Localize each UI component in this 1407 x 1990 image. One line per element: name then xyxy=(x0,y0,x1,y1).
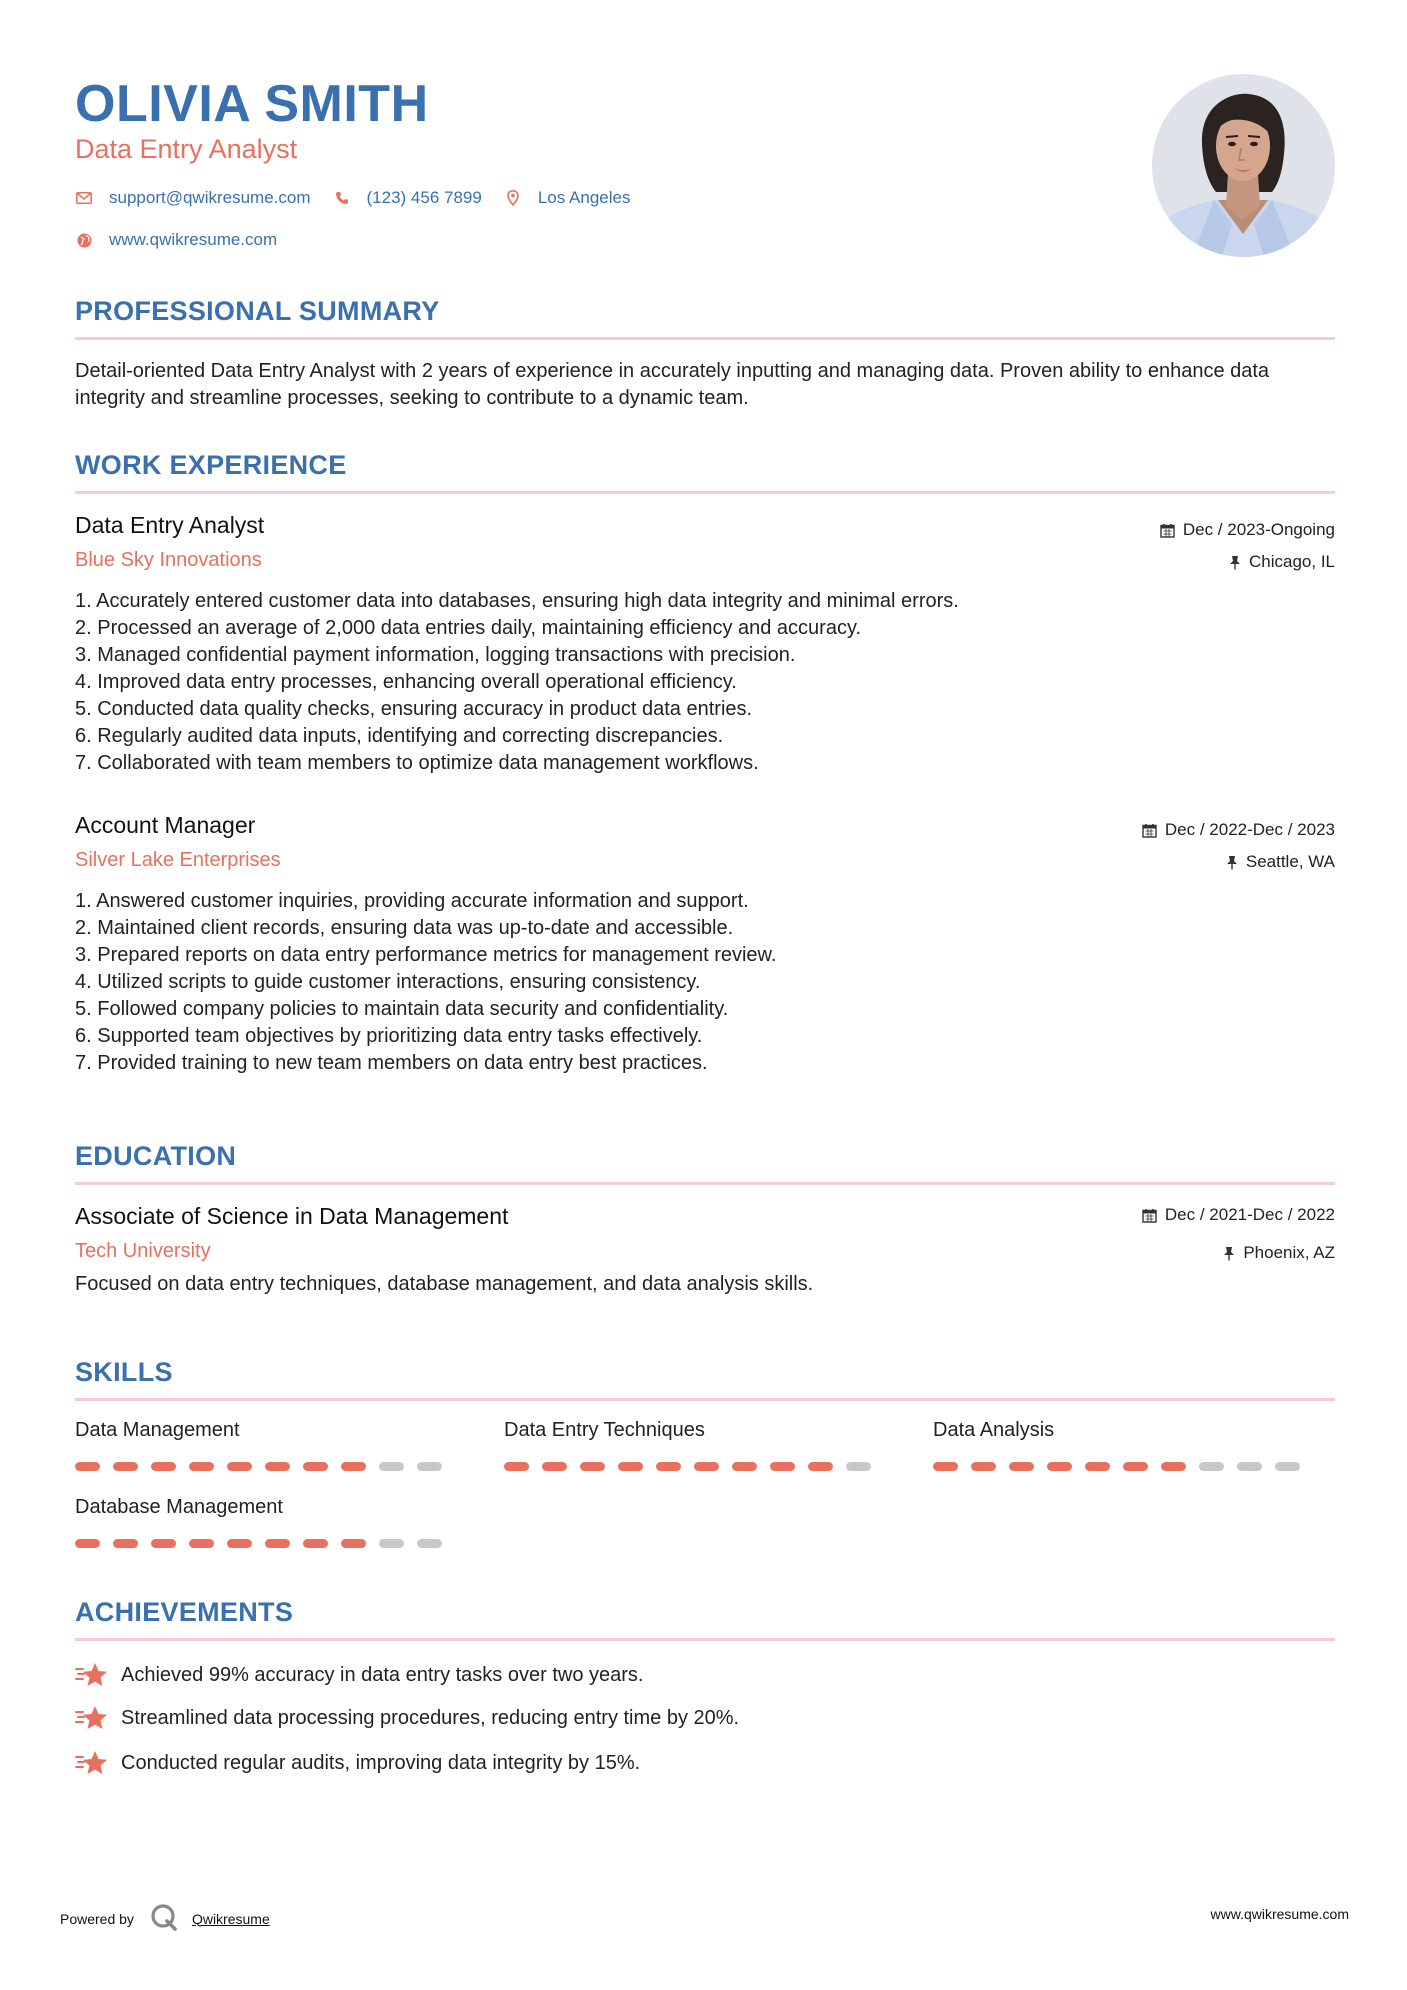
candidate-role: Data Entry Analyst xyxy=(75,134,298,164)
contact-row xyxy=(75,188,652,208)
achievement-item xyxy=(75,1748,640,1778)
skill-level xyxy=(504,1462,884,1471)
skill-dash-filled xyxy=(113,1539,138,1548)
summary-text: Detail-oriented Data Entry Analyst with 2 years of experience in accurately inputting and managing data. Proven ability to enhance data integrity and streamline processes, seeking to contribute to a dynamic team. xyxy=(75,360,1270,409)
contact-row-website xyxy=(75,230,299,250)
skill-dash-empty xyxy=(1199,1462,1224,1471)
qwikresume-link[interactable]: Qwikresume xyxy=(191,1910,270,1927)
skill-dash-filled xyxy=(971,1462,996,1471)
skill-dash-filled xyxy=(265,1462,290,1471)
powered-by-text: Powered by xyxy=(60,1910,134,1927)
job-location xyxy=(1226,852,1335,872)
job-bullets xyxy=(75,588,1335,777)
achievement-text: Achieved 99% accuracy in data entry tasks over two years. xyxy=(121,1663,644,1686)
footer-powered-by xyxy=(60,1903,270,1934)
experience-section xyxy=(75,450,1335,494)
section-divider xyxy=(75,1398,1335,1401)
list-item: 3. Managed confidential payment information, logging transactions with precision. xyxy=(75,644,796,666)
skill-item xyxy=(75,1496,455,1548)
qwikresume-logo-icon xyxy=(150,1903,178,1934)
skill-dash-filled xyxy=(770,1462,795,1471)
website-text[interactable]: www.qwikresume.com xyxy=(109,230,278,249)
section-title: ACHIEVEMENTS xyxy=(75,1597,294,1627)
skill-dash-filled xyxy=(75,1462,100,1471)
skill-dash-filled xyxy=(580,1462,605,1471)
skill-dash-filled xyxy=(341,1539,366,1548)
skill-dash-empty xyxy=(379,1462,404,1471)
list-item: 6. Supported team objectives by prioritizing data entry tasks effectively. xyxy=(75,1025,703,1047)
skill-dash-filled xyxy=(504,1462,529,1471)
education-section xyxy=(75,1141,1335,1185)
job-title: Account Manager xyxy=(75,812,256,838)
skill-dash-filled xyxy=(303,1462,328,1471)
star-icon xyxy=(75,1660,109,1690)
summary-section xyxy=(75,296,1335,412)
skill-name: Data Management xyxy=(75,1419,240,1441)
skill-dash-filled xyxy=(1047,1462,1072,1471)
education-dates xyxy=(1142,1205,1335,1225)
skill-dash-filled xyxy=(227,1539,252,1548)
pushpin-icon xyxy=(1223,1246,1235,1261)
skill-dash-filled xyxy=(303,1539,328,1548)
location-text: Los Angeles xyxy=(537,188,631,207)
section-divider xyxy=(75,1182,1335,1185)
achievement-item xyxy=(75,1660,643,1690)
education-dates-text: Dec / 2021-Dec / 2022 xyxy=(1164,1205,1335,1224)
list-item: 6. Regularly audited data inputs, identifying and correcting discrepancies. xyxy=(75,725,724,747)
skill-dash-filled xyxy=(189,1462,214,1471)
list-item: 3. Prepared reports on data entry performance metrics for management review. xyxy=(75,944,777,966)
contact-website[interactable] xyxy=(75,230,277,250)
skill-dash-filled xyxy=(227,1462,252,1471)
map-pin-icon xyxy=(504,189,522,207)
skill-item xyxy=(933,1419,1313,1471)
skill-name: Database Management xyxy=(75,1496,283,1518)
skill-dash-filled xyxy=(1123,1462,1148,1471)
degree-title: Associate of Science in Data Management xyxy=(75,1203,509,1229)
job-dates-text: Dec / 2022-Dec / 2023 xyxy=(1164,820,1335,839)
envelope-icon xyxy=(75,189,93,207)
job-bullets xyxy=(75,888,1335,1077)
achievement-text: Conducted regular audits, improving data integrity by 15%. xyxy=(121,1751,641,1774)
skill-dash-filled xyxy=(808,1462,833,1471)
job-title: Data Entry Analyst xyxy=(75,512,265,538)
education-location xyxy=(1223,1243,1335,1263)
skill-dash-filled xyxy=(265,1539,290,1548)
phone-icon xyxy=(333,189,351,207)
skill-item xyxy=(75,1419,455,1471)
pushpin-icon xyxy=(1229,555,1241,570)
job-location-text: Seattle, WA xyxy=(1245,852,1335,871)
skill-dash-filled xyxy=(618,1462,643,1471)
education-location-text: Phoenix, AZ xyxy=(1243,1243,1335,1262)
skill-dash-filled xyxy=(656,1462,681,1471)
skill-name: Data Entry Techniques xyxy=(504,1419,705,1441)
list-item: 1. Accurately entered customer data into databases, ensuring high data integrity and minimal errors. xyxy=(75,590,959,612)
skill-dash-filled xyxy=(189,1539,214,1548)
skill-dash-filled xyxy=(694,1462,719,1471)
skill-level xyxy=(933,1462,1313,1471)
skill-dash-filled xyxy=(1009,1462,1034,1471)
job-location xyxy=(1229,552,1335,572)
skill-dash-filled xyxy=(75,1539,100,1548)
section-title: WORK EXPERIENCE xyxy=(75,450,347,480)
star-icon xyxy=(75,1703,109,1733)
skill-dash-filled xyxy=(1161,1462,1186,1471)
skill-dash-filled xyxy=(341,1462,366,1471)
globe-icon xyxy=(75,231,93,249)
skills-section xyxy=(75,1357,1335,1401)
list-item: 4. Improved data entry processes, enhancing overall operational efficiency. xyxy=(75,671,737,693)
job-entry xyxy=(75,512,1335,777)
section-divider xyxy=(75,491,1335,494)
contact-email[interactable] xyxy=(75,188,311,208)
section-divider xyxy=(75,1638,1335,1641)
contact-phone[interactable] xyxy=(333,188,482,208)
candidate-name: OLIVIA SMITH xyxy=(75,75,429,133)
section-title: SKILLS xyxy=(75,1357,173,1387)
school-name: Tech University xyxy=(75,1240,211,1262)
skill-dash-empty xyxy=(1275,1462,1300,1471)
skill-dash-filled xyxy=(732,1462,757,1471)
achievement-text: Streamlined data processing procedures, reducing entry time by 20%. xyxy=(121,1706,740,1729)
skill-dash-empty xyxy=(379,1539,404,1548)
skill-dash-filled xyxy=(151,1539,176,1548)
achievements-section xyxy=(75,1597,1335,1641)
portrait-image xyxy=(1152,74,1335,257)
calendar-icon xyxy=(1160,523,1175,538)
list-item: 7. Provided training to new team members on data entry best practices. xyxy=(75,1052,708,1074)
skill-level xyxy=(75,1462,455,1471)
skill-item xyxy=(504,1419,884,1471)
footer-website-link[interactable]: www.qwikresume.com xyxy=(1210,1906,1349,1922)
achievement-item xyxy=(75,1703,739,1733)
phone-text[interactable]: (123) 456 7899 xyxy=(366,188,482,207)
skill-dash-empty xyxy=(846,1462,871,1471)
skill-dash-filled xyxy=(933,1462,958,1471)
skill-dash-filled xyxy=(542,1462,567,1471)
resume-header xyxy=(75,0,1335,270)
profile-photo xyxy=(1152,74,1335,257)
job-entry xyxy=(75,812,1335,1077)
skill-dash-filled xyxy=(1085,1462,1110,1471)
job-dates xyxy=(1142,820,1335,840)
skill-dash-filled xyxy=(151,1462,176,1471)
list-item: 4. Utilized scripts to guide customer interactions, ensuring consistency. xyxy=(75,971,701,993)
job-company: Blue Sky Innovations xyxy=(75,549,262,571)
email-text[interactable]: support@qwikresume.com xyxy=(109,188,311,207)
star-icon xyxy=(75,1748,109,1778)
list-item: 7. Collaborated with team members to optimize data management workflows. xyxy=(75,752,759,774)
skill-level xyxy=(75,1539,455,1548)
job-dates-text: Dec / 2023-Ongoing xyxy=(1182,520,1335,539)
skill-dash-empty xyxy=(417,1539,442,1548)
skill-dash-filled xyxy=(113,1462,138,1471)
list-item: 5. Followed company policies to maintain data security and confidentiality. xyxy=(75,998,729,1020)
contact-location xyxy=(504,188,631,208)
education-description: Focused on data entry techniques, database management, and data analysis skills. xyxy=(75,1273,814,1295)
section-title: EDUCATION xyxy=(75,1141,237,1171)
job-dates xyxy=(1160,520,1335,540)
list-item: 2. Maintained client records, ensuring data was up-to-date and accessible. xyxy=(75,917,734,939)
calendar-icon xyxy=(1142,823,1157,838)
job-location-text: Chicago, IL xyxy=(1249,552,1335,571)
section-title: PROFESSIONAL SUMMARY xyxy=(75,296,440,326)
calendar-icon xyxy=(1142,1208,1157,1223)
pushpin-icon xyxy=(1226,855,1238,870)
list-item: 5. Conducted data quality checks, ensuring accuracy in product data entries. xyxy=(75,698,753,720)
skill-dash-empty xyxy=(417,1462,442,1471)
list-item: 1. Answered customer inquiries, providing accurate information and support. xyxy=(75,890,749,912)
list-item: 2. Processed an average of 2,000 data entries daily, maintaining efficiency and accuracy. xyxy=(75,617,862,639)
skill-name: Data Analysis xyxy=(933,1419,1055,1441)
section-divider xyxy=(75,337,1335,340)
skill-dash-empty xyxy=(1237,1462,1262,1471)
education-entry xyxy=(75,1203,1335,1296)
job-company: Silver Lake Enterprises xyxy=(75,849,281,871)
